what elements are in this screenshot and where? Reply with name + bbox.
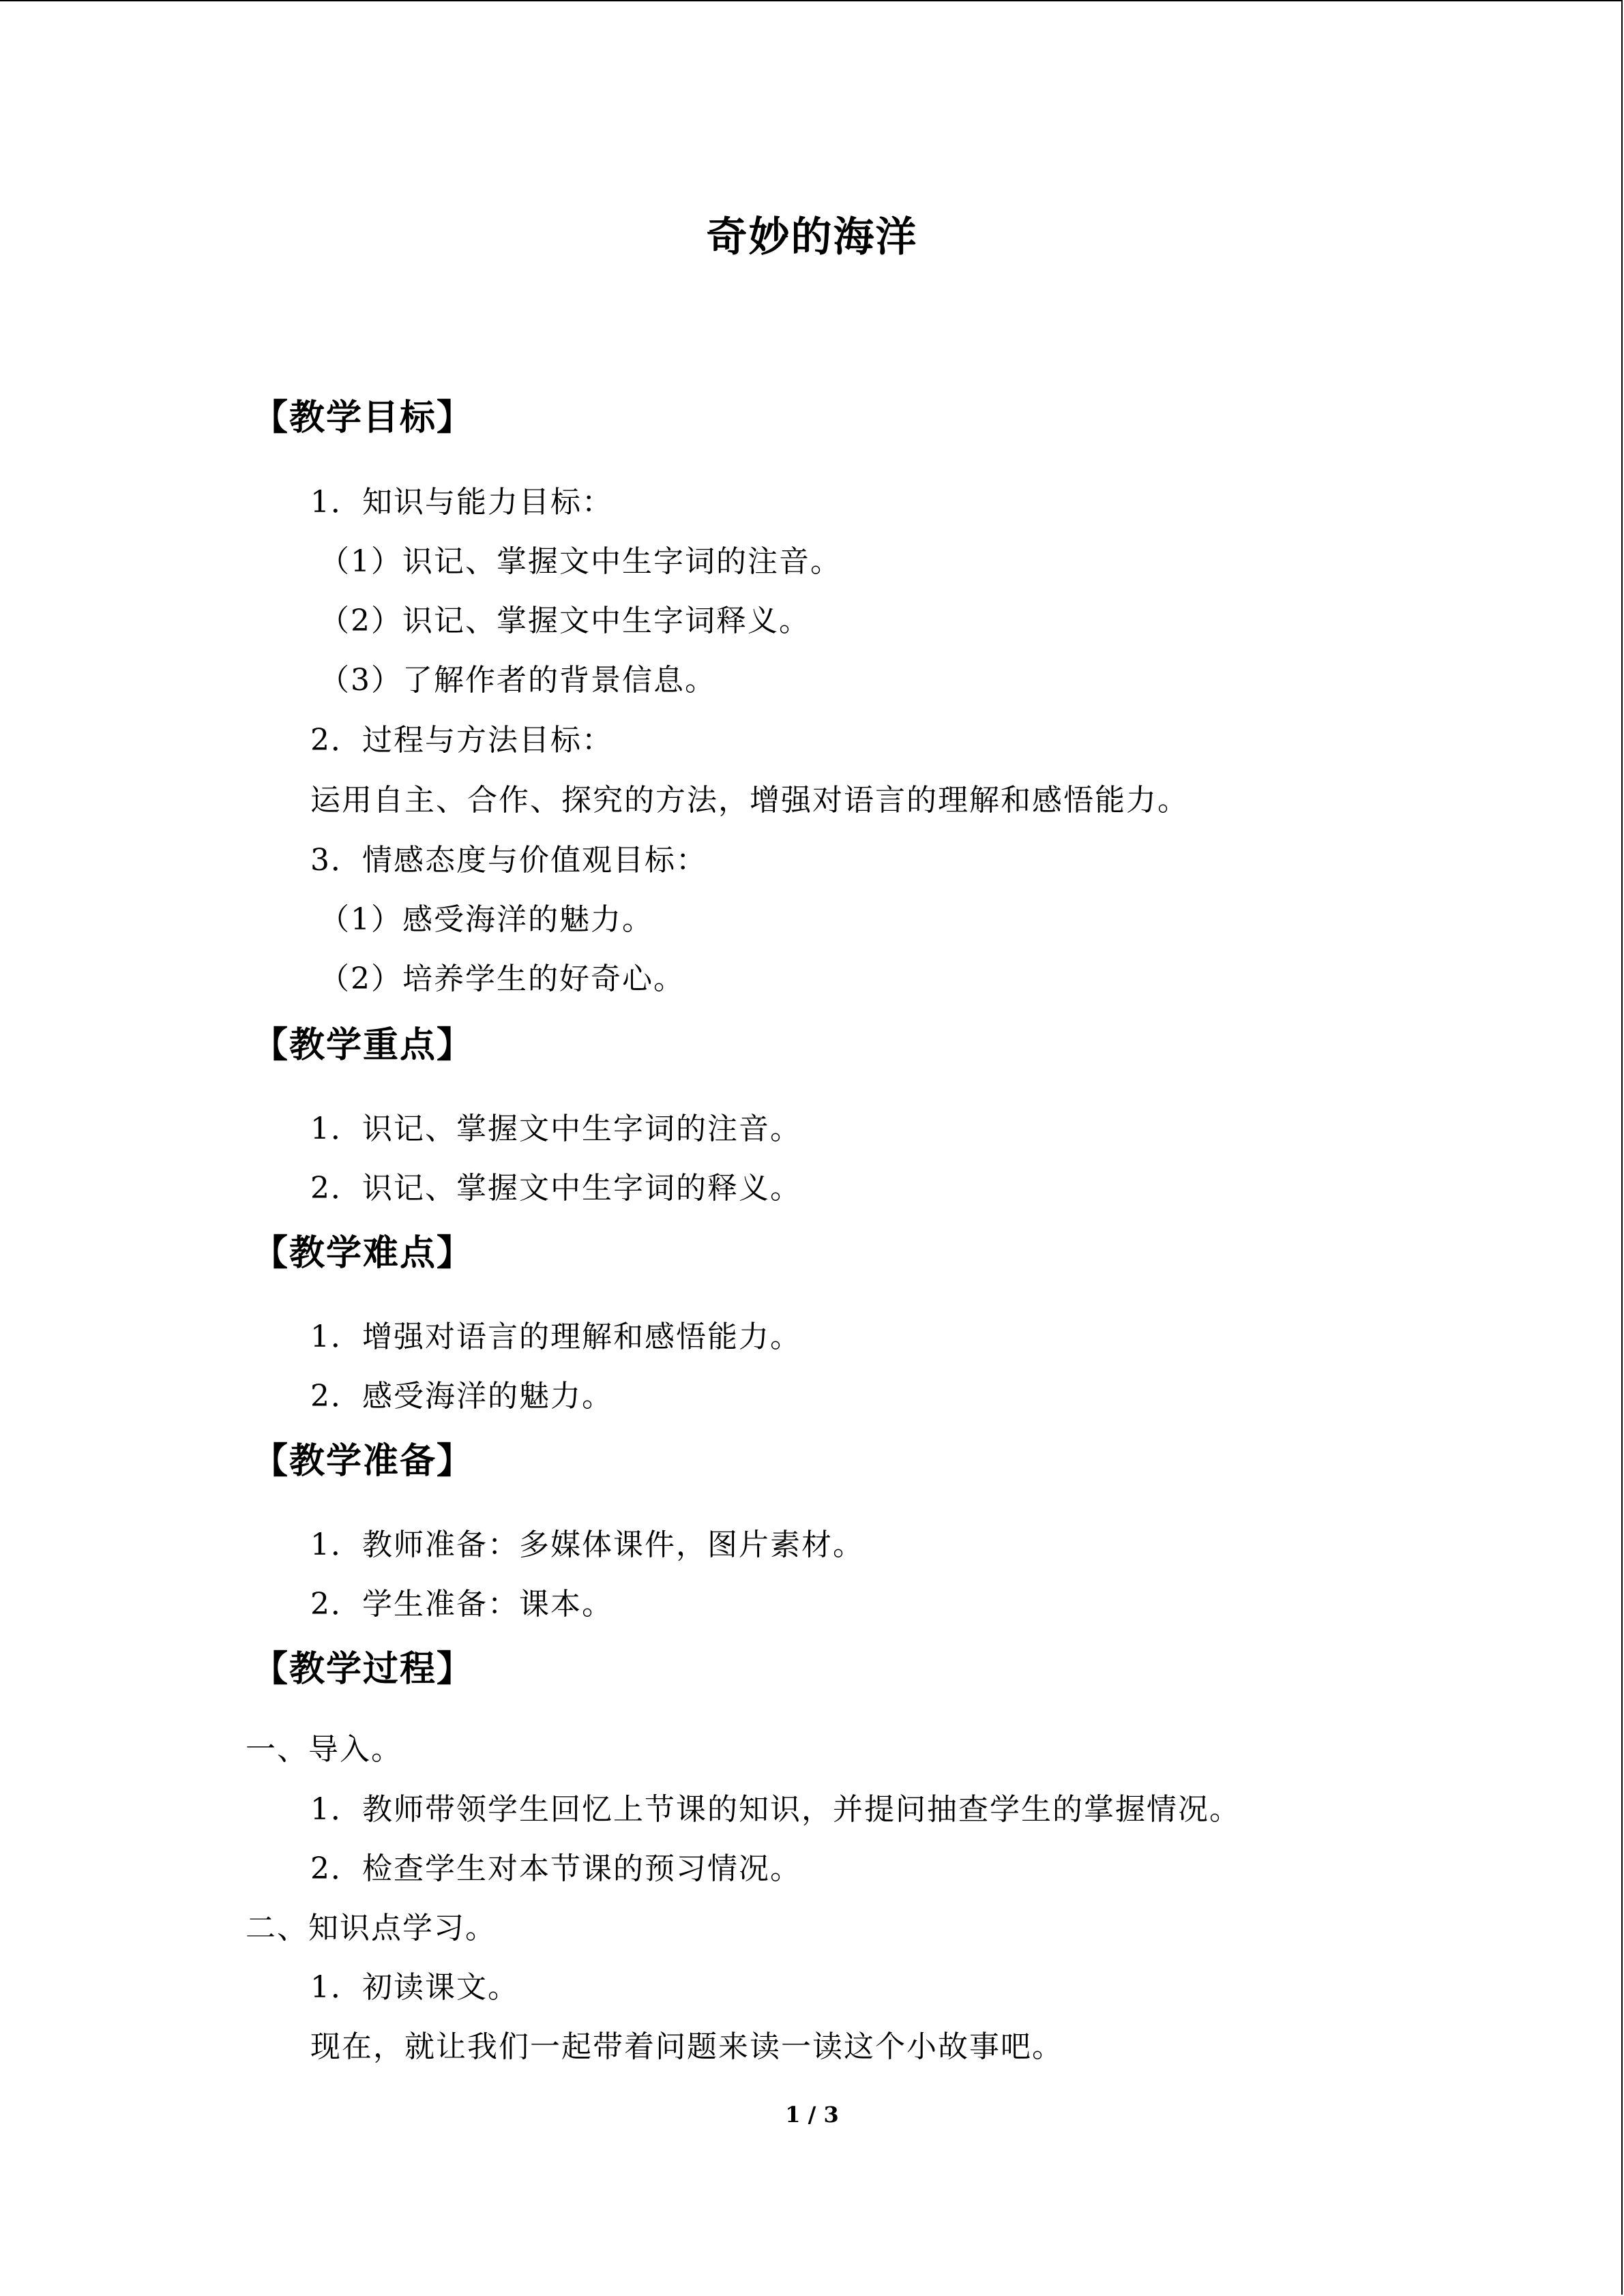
- section-heading-difficulties: 【教学难点】: [252, 1233, 474, 1274]
- section-heading-process: 【教学过程】: [252, 1649, 474, 1690]
- process-line: 二、知识点学习。: [246, 1911, 497, 1945]
- preparation-line: 1．教师准备：多媒体课件，图片素材。: [310, 1527, 864, 1562]
- process-line: 一、导入。: [246, 1732, 402, 1767]
- objective-line: 运用自主、合作、探究的方法，增强对语言的理解和感悟能力。: [310, 783, 1189, 818]
- objective-line: （1）感受海洋的魅力。: [319, 902, 653, 937]
- difficulty-line: 2．感受海洋的魅力。: [310, 1379, 613, 1414]
- section-heading-objectives: 【教学目标】: [252, 398, 474, 438]
- objective-line: （2）培养学生的好奇心。: [319, 961, 685, 996]
- process-line: 现在，就让我们一起带着问题来读一读这个小故事吧。: [310, 2029, 1063, 2064]
- difficulty-line: 1．增强对语言的理解和感悟能力。: [310, 1320, 801, 1354]
- objective-line: （2）识记、掌握文中生字词释义。: [319, 603, 810, 638]
- objective-line: （1）识记、掌握文中生字词的注音。: [319, 544, 842, 579]
- objective-line: 2．过程与方法目标：: [310, 723, 613, 758]
- process-line: 1．教师带领学生回忆上节课的知识，并提问抽查学生的掌握情况。: [310, 1792, 1241, 1827]
- objective-line: 1．知识与能力目标：: [310, 485, 613, 520]
- key-point-line: 1．识记、掌握文中生字词的注音。: [310, 1112, 801, 1146]
- preparation-line: 2．学生准备：课本。: [310, 1587, 613, 1622]
- process-line: 2．检查学生对本节课的预习情况。: [310, 1851, 801, 1886]
- page-number: 1 / 3: [785, 2102, 839, 2128]
- section-heading-key-points: 【教学重点】: [252, 1025, 474, 1066]
- process-line: 1．初读课文。: [310, 1970, 519, 2005]
- objective-line: 3．情感态度与价值观目标：: [310, 843, 707, 878]
- document-title: 奇妙的海洋: [706, 213, 918, 261]
- objective-line: （3）了解作者的背景信息。: [319, 663, 716, 698]
- key-point-line: 2．识记、掌握文中生字词的释义。: [310, 1171, 801, 1206]
- section-heading-preparation: 【教学准备】: [252, 1441, 474, 1482]
